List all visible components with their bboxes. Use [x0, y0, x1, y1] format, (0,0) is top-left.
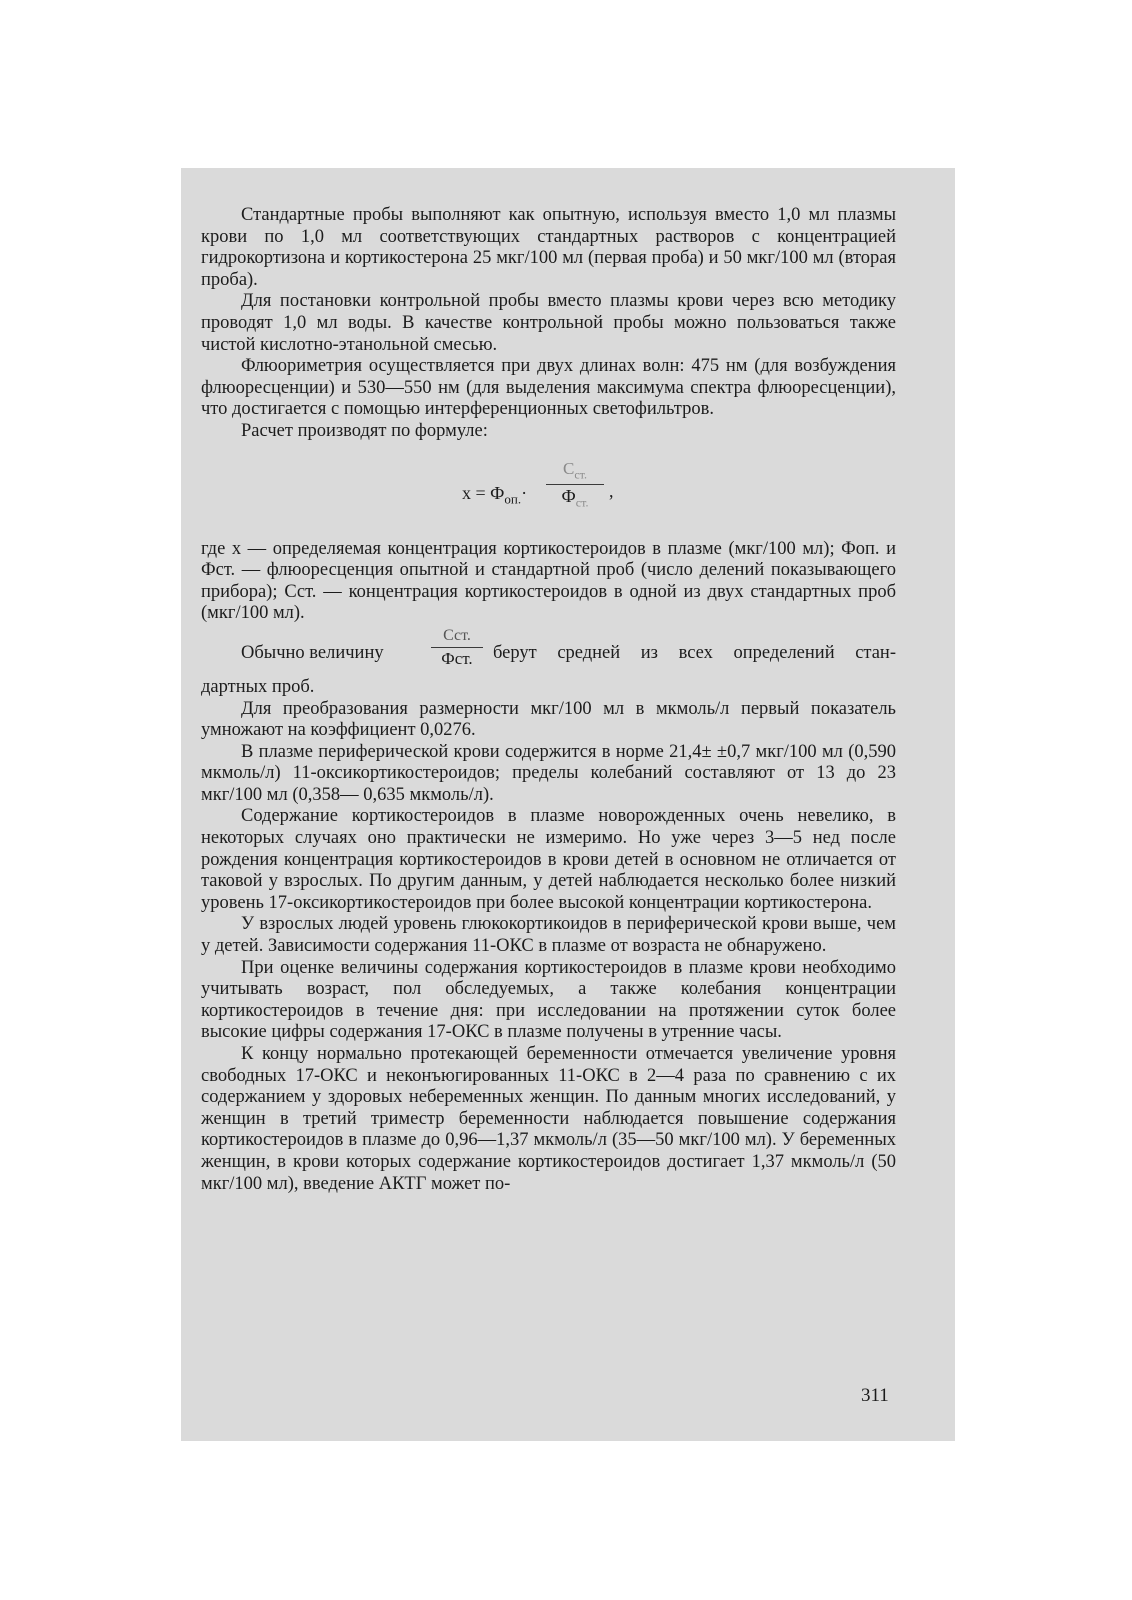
formula-block [201, 443, 896, 539]
formula-lhs-subscript: оп. [504, 491, 522, 507]
page-number: 311 [861, 1385, 889, 1406]
inline-fraction [431, 625, 483, 670]
paragraph-newborns: Содержание кортикостероидов в плазме новорожденных очень невелико, в некоторых случаях оно практически не измеримо. Но уже через 3—5 нед после рождения концентрация кортикостероидов в крови детей в основном не отличается от таковой у взрослых. По другим данным, у детей наблюдается несколько более низкий уровень 17-оксикортикостероидов при более высокой концентрации кортикостерона. [201, 806, 896, 913]
paragraph-normal-range: В плазме периферической крови содержится в норме 21,4± ±0,7 мкг/100 мл (0,590 мкмоль/л) 11-оксикортикостероидов; пределы колебаний составляют от 13 до 23 мкг/100 мл (0,358— 0,635 мкмоль/л). [201, 741, 896, 805]
formula-denominator-subscript: ст. [575, 495, 589, 510]
formula-dot: · [521, 482, 528, 503]
paragraph-formula-intro: Расчет производят по формуле: [241, 420, 488, 441]
paragraph-control-sample: Для постановки контрольной пробы вместо плазмы крови через всю методику проводят 1,0 мл воды. В качестве контрольной пробы можно пользоваться также чистой кислотно-этанольной смесью. [201, 291, 896, 355]
paragraph-adults: У взрослых людей уровень глюкокортикоидов в периферической крови выше, чем у детей. Зависимости содержания 11-ОКС в плазме от возраста не обнаружено. [201, 914, 896, 957]
paragraph-inline-fraction-continuation: дартных проб. [201, 676, 315, 697]
formula-denominator-text: Ф [561, 485, 576, 506]
formula-lhs [462, 483, 527, 510]
formula-denominator [546, 484, 604, 514]
inline-fraction-numerator: Сст. [443, 626, 471, 644]
paragraph-evaluation: При оценке величины содержания кортикостероидов в плазме крови необходимо учитывать возраст, пол обследуемых, а также колебания концентрации кортикостероидов в течение дня: при исследовании на протяжении суток более высокие цифры содержания 17-ОКС в плазме получены в утренние часы. [201, 957, 896, 1043]
formula-fraction [546, 459, 604, 514]
book-page [181, 168, 955, 1441]
formula-comma: , [609, 480, 614, 501]
paragraph-fluorimetry: Флюориметрия осуществляется при двух длинах волн: 475 нм (для возбуждения флюоресценции) и 530—550 нм (для выделения максимума спектра флюоресценции), что достигается с помощью интерференционных светофильтров. [201, 356, 896, 420]
formula-numerator-text: С [562, 458, 575, 478]
page-text [201, 205, 896, 1195]
inline-fraction-line [201, 625, 896, 677]
formula-numerator [546, 459, 604, 484]
paragraph-unit-conversion: Для преобразования размерности мкг/100 мл в мкмоль/л первый показатель умножают на коэффициент 0,0276. [201, 698, 896, 741]
inline-fraction-before: Обычно величину [241, 642, 384, 663]
paragraph-pregnancy: К концу нормально протекающей беременности отмечается увеличение уровня свободных 17-ОКС и неконъюгированных 11-ОКС в 2—4 раза по сравнению с их содержанием у здоровых небеременных женщин. По данным многих исследований, у женщин в третий триместр беременности наблюдается повышение содержания кортикостероидов в плазме до 0,96—1,37 мкмоль/л (35—50 мкг/100 мл). У беременных женщин, в крови которых содержание кортикостероидов достигает 1,37 мкмоль/л (50 мкг/100 мл), введение АКТГ может по- [201, 1044, 896, 1194]
paragraph-standard-samples: Стандартные пробы выполняют как опытную, используя вместо 1,0 мл плазмы крови по 1,0 мл соответствующих стандартных растворов с концентрацией гидрокортизона и кортикостерона 25 мкг/100 мл (первая проба) и 50 мкг/100 мл (вторая проба). [201, 205, 896, 290]
formula-lhs-text: x = Ф [462, 482, 505, 503]
paragraph-formula-legend: где x — определяемая концентрация кортикостероидов в плазме (мкг/100 мл); Фоп. и Фст. — флюоресценция опытной и стандартной проб (число делений показывающего прибора); Сст. — концентрация кортикостероидов в одной из двух стандартных проб (мкг/100 мл). [201, 538, 896, 624]
formula-numerator-subscript: ст. [574, 466, 587, 481]
inline-fraction-denominator: Фст. [431, 647, 483, 670]
inline-fraction-after: берут средней из всех определений стан- [493, 642, 896, 663]
